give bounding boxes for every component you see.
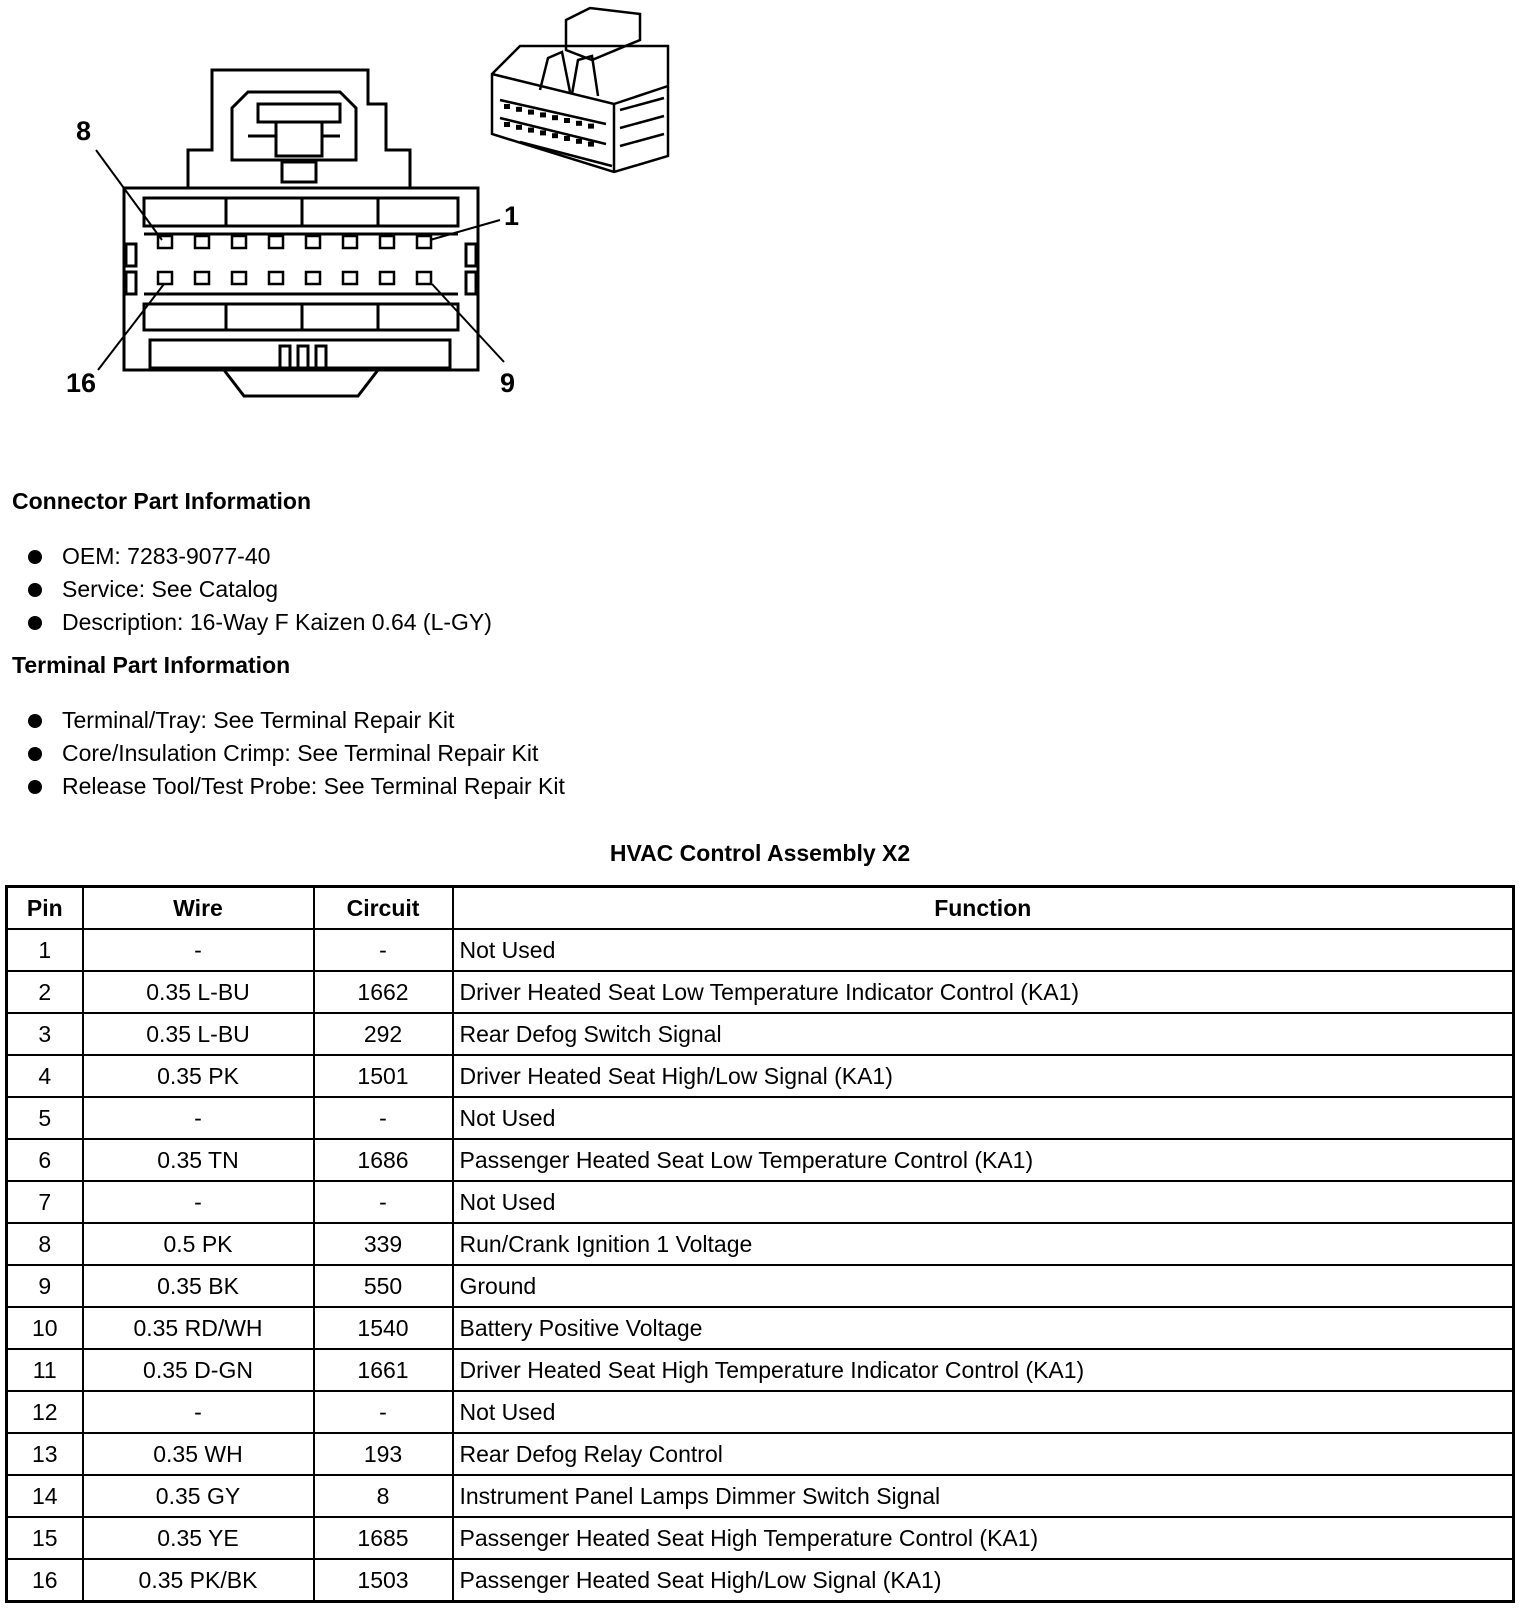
table-row (7, 1517, 1514, 1559)
cell-function: Not Used (453, 1097, 1514, 1139)
header-circuit: Circuit (314, 887, 453, 930)
cell-wire: 0.35 L-BU (83, 1013, 314, 1055)
iso-terminal-opening (588, 124, 594, 129)
cell-wire: 0.35 WH (83, 1433, 314, 1475)
connector-isometric-illustration (492, 8, 668, 172)
terminal-cavities (158, 236, 431, 284)
table-body (7, 929, 1514, 1602)
iso-terminal-opening (540, 112, 546, 117)
list-item (28, 770, 565, 803)
connector-oem: OEM: 7283-9077-40 (62, 543, 271, 569)
iso-terminal-opening (564, 118, 570, 123)
cell-circuit: 1540 (314, 1307, 453, 1349)
terminal-cavity (417, 236, 431, 248)
cell-circuit: - (314, 1097, 453, 1139)
terminal-cavity (343, 272, 357, 284)
terminal-tray: Terminal/Tray: See Terminal Repair Kit (62, 707, 455, 733)
pin-label-16: 16 (66, 368, 97, 398)
cell-circuit: 292 (314, 1013, 453, 1055)
iso-terminal-opening (516, 125, 522, 130)
cell-wire: 0.35 TN (83, 1139, 314, 1181)
cell-wire: 0.5 PK (83, 1223, 314, 1265)
bullet-icon (28, 616, 42, 630)
terminal-cavity (158, 272, 172, 284)
cell-pin: 7 (7, 1181, 83, 1223)
terminal-cavity (343, 236, 357, 248)
cell-pin: 12 (7, 1391, 83, 1433)
bullet-icon (28, 747, 42, 761)
cell-wire: - (83, 1181, 314, 1223)
cell-wire: 0.35 PK (83, 1055, 314, 1097)
cell-function: Driver Heated Seat High Temperature Indicator Control (KA1) (453, 1349, 1514, 1391)
cell-function: Rear Defog Relay Control (453, 1433, 1514, 1475)
header-function: Function (453, 887, 1514, 930)
cell-function: Battery Positive Voltage (453, 1307, 1514, 1349)
table-row (7, 1181, 1514, 1223)
table-row (7, 1223, 1514, 1265)
cell-circuit: 550 (314, 1265, 453, 1307)
connector-description: Description: 16-Way F Kaizen 0.64 (L-GY) (62, 609, 492, 635)
table-row (7, 1013, 1514, 1055)
iso-terminal-opening (516, 107, 522, 112)
cell-pin: 4 (7, 1055, 83, 1097)
cell-pin: 13 (7, 1433, 83, 1475)
iso-terminal-opening (552, 133, 558, 138)
cell-circuit: 1501 (314, 1055, 453, 1097)
header-wire: Wire (83, 887, 314, 930)
bullet-icon (28, 780, 42, 794)
cell-function: Passenger Heated Seat Low Temperature Control (KA1) (453, 1139, 1514, 1181)
table-row (7, 1097, 1514, 1139)
bullet-icon (28, 550, 42, 564)
cell-function: Instrument Panel Lamps Dimmer Switch Signal (453, 1475, 1514, 1517)
terminal-release-tool: Release Tool/Test Probe: See Terminal Repair Kit (62, 773, 565, 799)
table-row (7, 1265, 1514, 1307)
cell-pin: 8 (7, 1223, 83, 1265)
cell-circuit: 1685 (314, 1517, 453, 1559)
terminal-cavity (306, 272, 320, 284)
table-row (7, 1559, 1514, 1602)
table-header-row (7, 887, 1514, 930)
pin-label-9: 9 (500, 368, 516, 398)
cell-wire: - (83, 929, 314, 971)
table-row (7, 1433, 1514, 1475)
iso-terminal-opening (504, 122, 510, 127)
cell-function: Not Used (453, 1391, 1514, 1433)
cell-pin: 2 (7, 971, 83, 1013)
iso-terminal-opening (540, 130, 546, 135)
terminal-cavity (195, 272, 209, 284)
terminal-cavity (380, 272, 394, 284)
bullet-icon (28, 714, 42, 728)
cell-pin: 10 (7, 1307, 83, 1349)
terminal-info-title: Terminal Part Information (12, 652, 291, 678)
cell-function: Not Used (453, 929, 1514, 971)
table-title: HVAC Control Assembly X2 (609, 840, 911, 866)
iso-terminal-opening (576, 121, 582, 126)
list-item (28, 704, 565, 737)
connector-info-list (28, 540, 492, 639)
iso-terminal-opening (564, 136, 570, 141)
cell-function: Passenger Heated Seat High Temperature Control (KA1) (453, 1517, 1514, 1559)
list-item (28, 540, 492, 573)
iso-terminal-opening (504, 104, 510, 109)
table-row (7, 929, 1514, 971)
cell-pin: 16 (7, 1559, 83, 1602)
terminal-cavity (232, 236, 246, 248)
iso-terminal-opening (528, 128, 534, 133)
cell-pin: 11 (7, 1349, 83, 1391)
table-row (7, 1055, 1514, 1097)
terminal-cavity (380, 236, 394, 248)
terminal-crimp: Core/Insulation Crimp: See Terminal Repair Kit (62, 740, 539, 766)
cell-pin: 5 (7, 1097, 83, 1139)
cell-circuit: - (314, 929, 453, 971)
terminal-cavity (306, 236, 320, 248)
cell-pin: 14 (7, 1475, 83, 1517)
connector-face-outline (124, 70, 478, 396)
list-item (28, 573, 492, 606)
table-row (7, 1475, 1514, 1517)
cell-wire: 0.35 L-BU (83, 971, 314, 1013)
terminal-cavity (269, 236, 283, 248)
terminal-cavity (195, 236, 209, 248)
cell-pin: 15 (7, 1517, 83, 1559)
connector-info-title: Connector Part Information (12, 488, 312, 514)
header-pin: Pin (7, 887, 83, 930)
cell-wire: 0.35 RD/WH (83, 1307, 314, 1349)
cell-function: Not Used (453, 1181, 1514, 1223)
cell-circuit: 1662 (314, 971, 453, 1013)
cell-wire: 0.35 BK (83, 1265, 314, 1307)
cell-wire: 0.35 YE (83, 1517, 314, 1559)
pinout-table (5, 885, 1515, 1603)
cell-function: Ground (453, 1265, 1514, 1307)
terminal-cavity (417, 272, 431, 284)
table-row (7, 971, 1514, 1013)
cell-function: Driver Heated Seat Low Temperature Indicator Control (KA1) (453, 971, 1514, 1013)
cell-wire: - (83, 1097, 314, 1139)
cell-function: Run/Crank Ignition 1 Voltage (453, 1223, 1514, 1265)
iso-terminal-opening (528, 110, 534, 115)
cell-circuit: - (314, 1391, 453, 1433)
cell-function: Driver Heated Seat High/Low Signal (KA1) (453, 1055, 1514, 1097)
cell-pin: 1 (7, 929, 83, 971)
cell-circuit: 193 (314, 1433, 453, 1475)
table-row (7, 1349, 1514, 1391)
cell-function: Rear Defog Switch Signal (453, 1013, 1514, 1055)
cell-wire: 0.35 D-GN (83, 1349, 314, 1391)
iso-terminal-opening (588, 142, 594, 147)
pin-label-8: 8 (76, 116, 92, 146)
bullet-icon (28, 583, 42, 597)
connector-service: Service: See Catalog (62, 576, 279, 602)
cell-circuit: 339 (314, 1223, 453, 1265)
cell-wire: 0.35 GY (83, 1475, 314, 1517)
cell-pin: 9 (7, 1265, 83, 1307)
cell-pin: 3 (7, 1013, 83, 1055)
cell-circuit: 1686 (314, 1139, 453, 1181)
pin-label-1: 1 (504, 201, 520, 231)
terminal-info-list (28, 704, 565, 803)
iso-terminal-opening (552, 115, 558, 120)
list-item (28, 737, 565, 770)
cell-function: Passenger Heated Seat High/Low Signal (KA1) (453, 1559, 1514, 1602)
cell-circuit: - (314, 1181, 453, 1223)
connector-diagram (0, 0, 760, 440)
cell-circuit: 1661 (314, 1349, 453, 1391)
terminal-cavity (269, 272, 283, 284)
cell-wire: - (83, 1391, 314, 1433)
cell-circuit: 8 (314, 1475, 453, 1517)
list-item (28, 606, 492, 639)
cell-circuit: 1503 (314, 1559, 453, 1602)
iso-terminal-opening (576, 139, 582, 144)
terminal-cavity (232, 272, 246, 284)
cell-pin: 6 (7, 1139, 83, 1181)
cell-wire: 0.35 PK/BK (83, 1559, 314, 1602)
table-row (7, 1307, 1514, 1349)
table-row (7, 1139, 1514, 1181)
table-row (7, 1391, 1514, 1433)
